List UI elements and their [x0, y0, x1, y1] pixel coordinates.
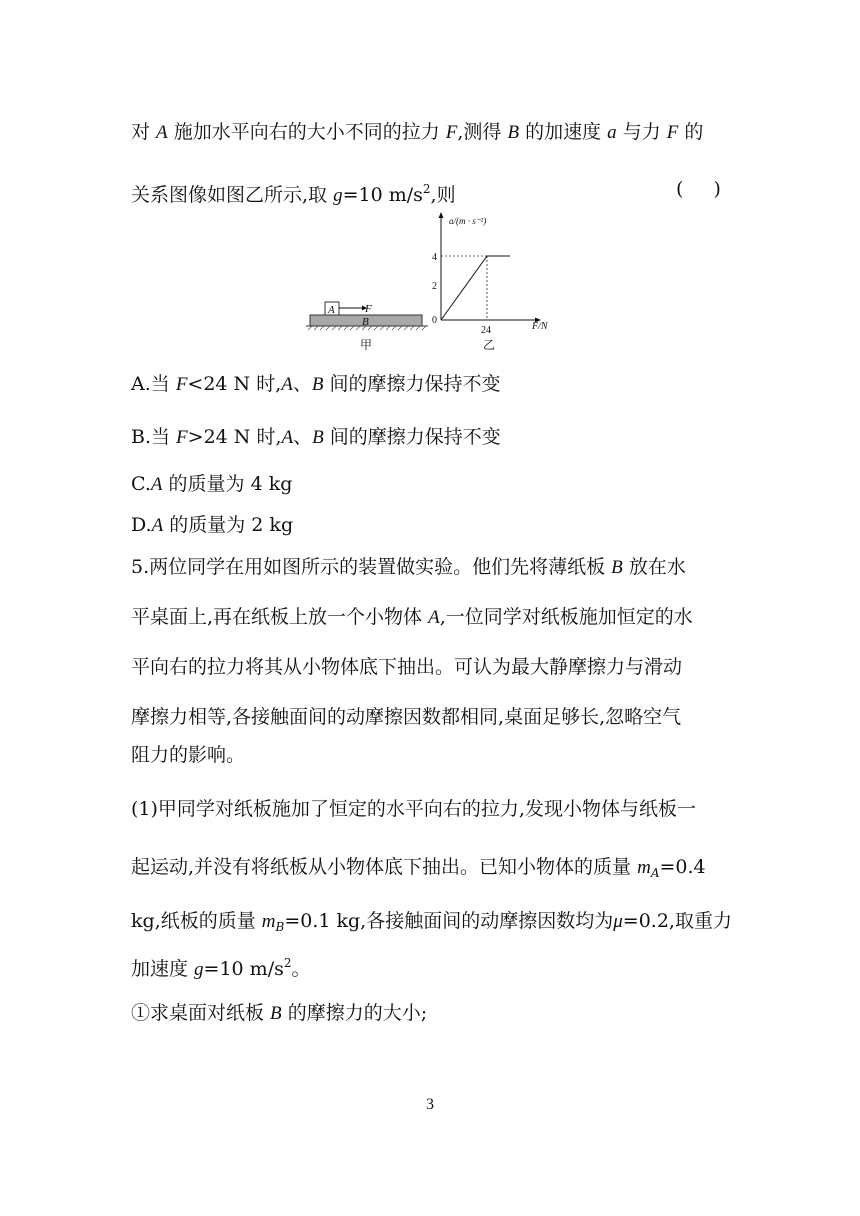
q5-part1-line-1: (1)甲同学对纸板施加了恒定的水平向右的拉力,发现小物体与纸板一	[131, 798, 696, 820]
q5-line-1: 5.两位同学在用如图所示的装置做实验。他们先将薄纸板 B 放在水	[131, 556, 686, 578]
y-axis-arrow	[439, 212, 444, 218]
block-a-label: A	[328, 304, 335, 316]
page-number: 3	[426, 1096, 434, 1113]
origin-label: 0	[432, 315, 437, 326]
answer-blank-paren: ( )	[676, 178, 733, 200]
option-d: D.A 的质量为 2 kg	[131, 514, 294, 536]
x-axis-label: F/N	[532, 321, 548, 332]
caption-yi: 乙	[483, 338, 496, 352]
q5-line-2: 平桌面上,再在纸板上放一个小物体 A,一位同学对纸板施加恒定的水	[131, 606, 693, 628]
option-b: B.当 F>24 N 时,A、B 间的摩擦力保持不变	[131, 426, 501, 448]
q5-line-4: 摩擦力相等,各接触面间的动摩擦因数都相同,桌面足够长,忽略空气	[131, 706, 682, 728]
y-tick-4: 4	[432, 252, 437, 263]
board-b-label: B	[362, 316, 369, 328]
q5-part1-line-4: 加速度 g=10 $m/s^2$。	[131, 956, 311, 980]
intro-line-1: 对 A 施加水平向右的大小不同的拉力 F,测得 B 的加速度 a 与力 F 的	[131, 121, 704, 143]
y-axis-label: a/(m · s⁻²)	[449, 216, 487, 226]
q5-part1-line-3: kg,纸板的质量 $m_B=0.1$ kg,各接触面间的动摩擦因数均为μ=0.2,取重力	[131, 910, 732, 934]
x-tick-24: 24	[481, 325, 491, 336]
figure	[300, 208, 570, 358]
option-c: C.A 的质量为 4 kg	[131, 473, 293, 495]
option-a: A.当 F<24 N 时,A、B 间的摩擦力保持不变	[131, 373, 501, 395]
force-label: F	[365, 303, 372, 315]
q5-line-5: 阻力的影响。	[131, 744, 246, 766]
series-line	[441, 256, 510, 320]
q5-sub-question-1: ①求桌面对纸板 B 的摩擦力的大小;	[131, 1002, 428, 1024]
q5-line-3: 平向右的拉力将其从小物体底下抽出。可认为最大静摩擦力与滑动	[131, 656, 683, 678]
intro-line-2: 关系图像如图乙所示,取 g=10 $m/s^2$,则	[131, 182, 456, 206]
q5-part1-line-2: 起运动,并没有将纸板从小物体底下抽出。已知小物体的质量 $m_A=0.4$	[131, 856, 706, 880]
y-tick-2: 2	[432, 281, 437, 292]
caption-jia: 甲	[360, 338, 373, 352]
